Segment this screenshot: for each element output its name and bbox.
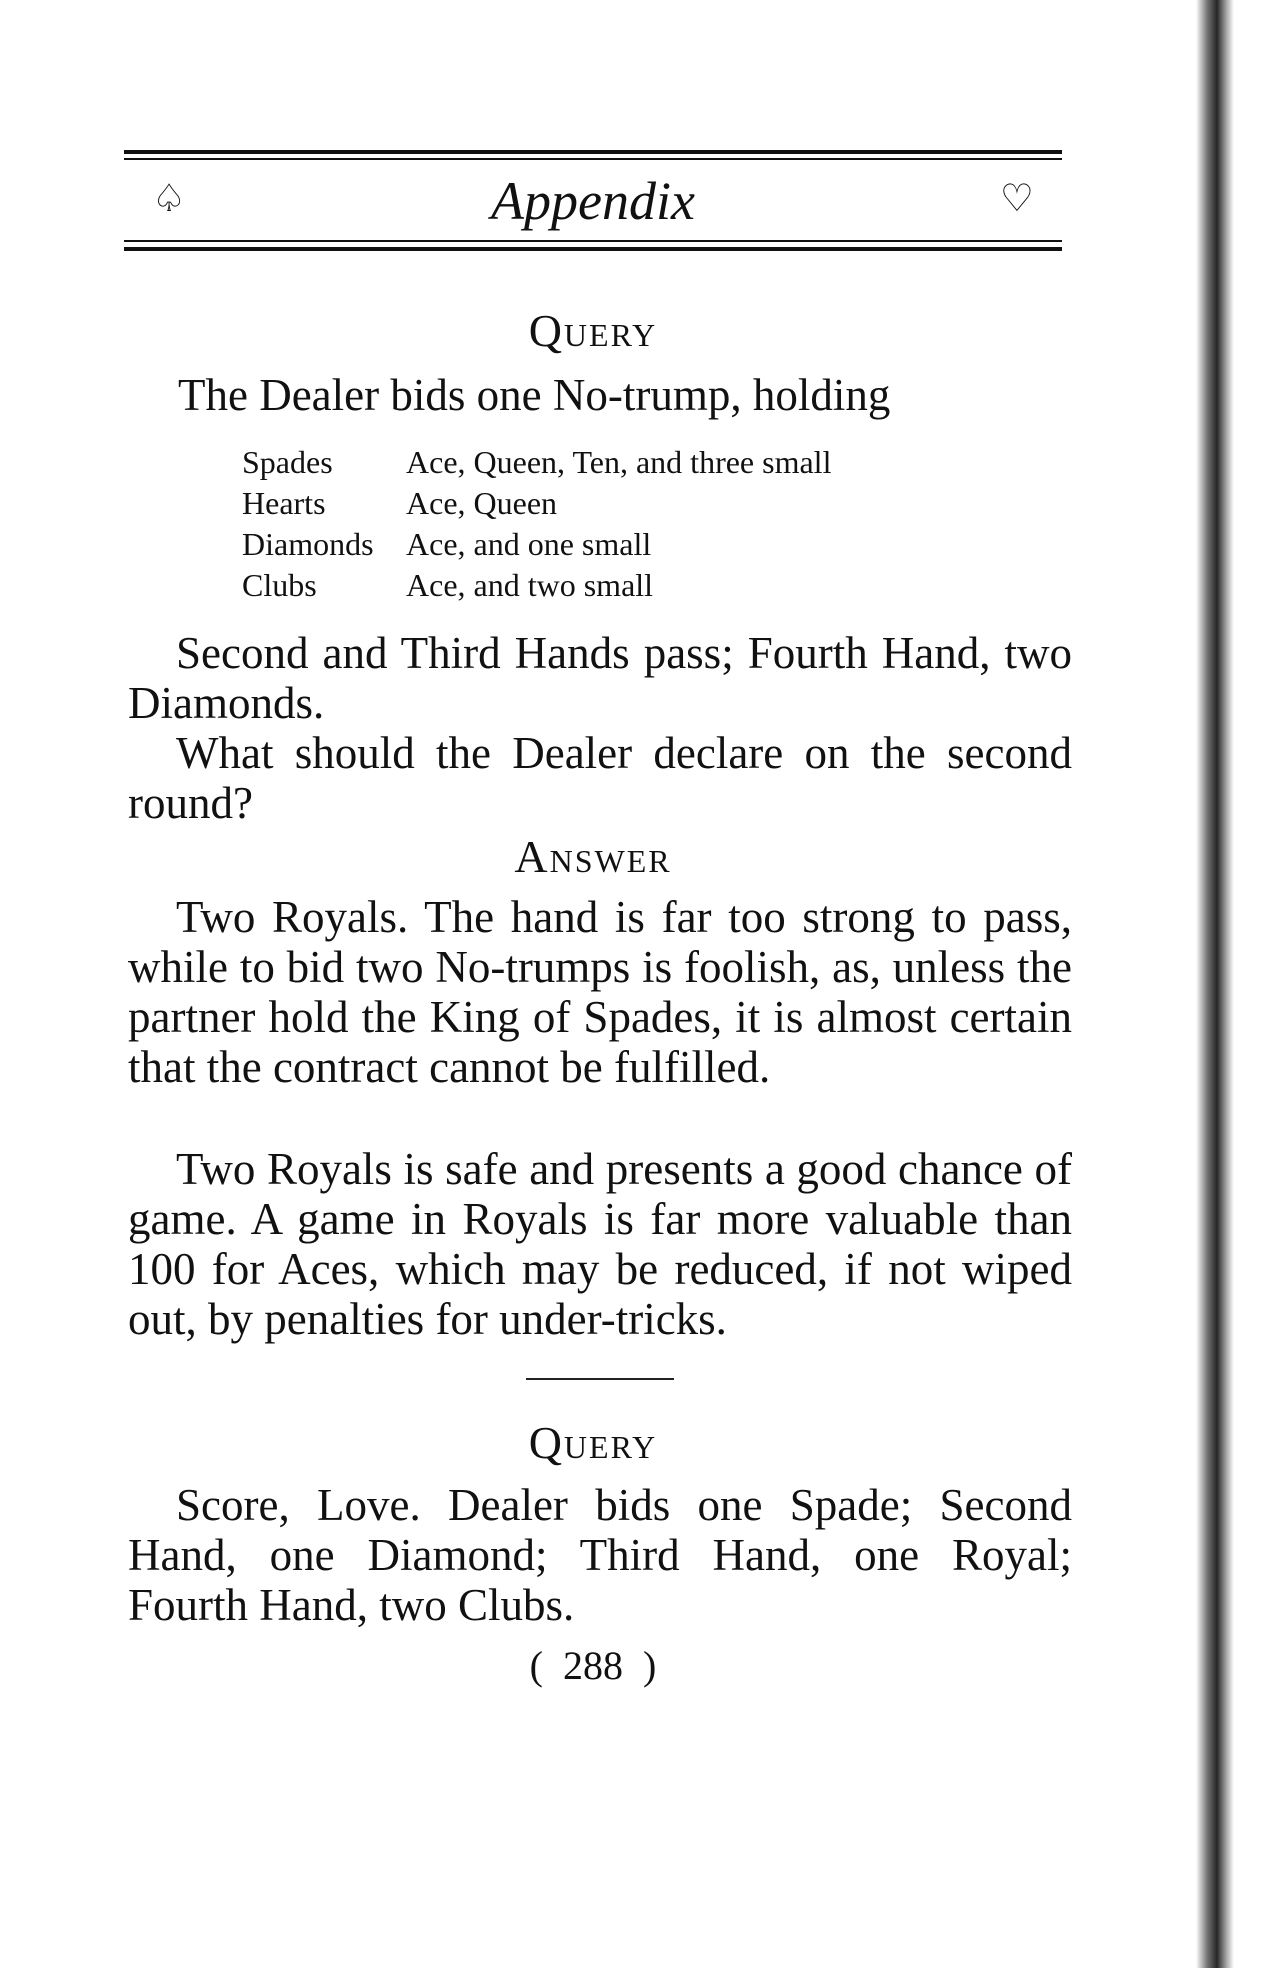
hand-cards: Ace, and two small [406, 567, 654, 603]
question-paragraph [128, 728, 1072, 828]
hand-row-spades [242, 442, 831, 483]
question-text: What should the Dealer declare on the second round? [128, 728, 1072, 828]
header-rule-top-thin [124, 158, 1062, 160]
spade-icon: ♤ [152, 176, 187, 220]
header-rule-bottom-thin [124, 240, 1062, 242]
answer-text-2: Two Royals is safe and presents a good chance of game. A game in Royals is far more valuable than 100 for Aces, which may be reduced, if not wiped out, by penalties for under-tricks. [128, 1144, 1072, 1344]
query-heading: Query [528, 305, 658, 356]
heart-icon: ♡ [999, 176, 1034, 220]
answer-paragraph-1 [128, 892, 1072, 1092]
query-intro: The Dealer bids one No-trump, holding [178, 370, 891, 420]
hand-cards: Ace, Queen [406, 485, 558, 521]
answer-paragraph-2 [128, 1144, 1072, 1344]
header-rule-top [124, 150, 1062, 154]
hand-suit: Clubs [242, 567, 317, 603]
hand-cards: Ace, Queen, Ten, and three small [406, 444, 832, 480]
query-text-2: Score, Love. Dealer bids one Spade; Second Hand, one Diamond; Third Hand, one Royal; Fourth Hand, two Clubs. [128, 1480, 1072, 1630]
query-heading-2: Query [528, 1417, 658, 1468]
page-title: Appendix [491, 171, 695, 231]
bidding-paragraph [128, 628, 1072, 728]
bidding-text: Second and Third Hands pass; Fourth Hand, two Diamonds. [128, 628, 1072, 728]
hand-table [242, 442, 831, 606]
hand-suit: Hearts [242, 485, 326, 521]
answer-heading: Answer [514, 831, 672, 882]
hand-row-clubs [242, 565, 831, 606]
page-number: ( 288 ) [529, 1643, 657, 1688]
hand-cards: Ace, and one small [406, 526, 652, 562]
hand-suit: Spades [242, 444, 333, 480]
hand-row-hearts [242, 483, 831, 524]
binding-edge-shadow [1196, 0, 1234, 1968]
section-divider [526, 1378, 674, 1380]
running-header [124, 166, 1062, 236]
answer-text-1: Two Royals. The hand is far too strong to pass, while to bid two No-trumps is foolish, as, unless the partner hold the King of Spades, it is almost certain that the contract cannot be fulfilled. [128, 892, 1072, 1092]
header-rule-bottom [124, 247, 1062, 251]
hand-row-diamonds [242, 524, 831, 565]
query-paragraph-2 [128, 1480, 1072, 1630]
hand-suit: Diamonds [242, 526, 374, 562]
